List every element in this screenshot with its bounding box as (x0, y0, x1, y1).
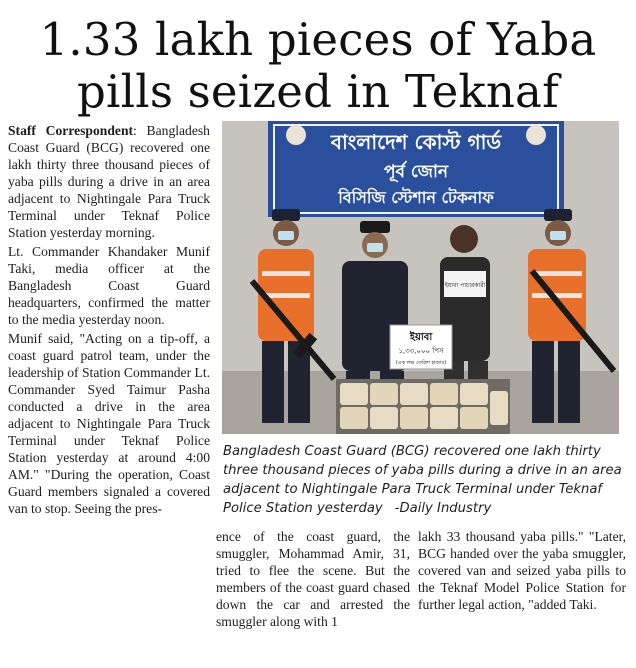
byline-separator: : (133, 123, 137, 138)
photo-scene (222, 121, 619, 434)
placard-quantity: ১,৩৩,০০০ পিস (398, 347, 444, 355)
article-column-1 (8, 122, 210, 519)
article-column-3 (418, 528, 626, 615)
coast-guard-emblem-left (286, 125, 306, 145)
headline (0, 14, 636, 118)
article-paragraph-3: Munif said, "Acting on a tip-off, a coast guard patrol team, under the leadership of Station Commander Lt. Commander Syed Taimur Pasha conducted a drive in the area adjacent to Nightingale Para Truck Terminal under Teknaf Police Station yesterday at around 4:00 AM." "During the operation, Coast Guard members signaled a covered van to stop. Seeing the pres- (8, 331, 210, 516)
yaba-placard (390, 325, 452, 369)
article-paragraph-1 (8, 122, 210, 241)
banner-line-1: বাংলাদেশ কোস্ট গার্ড (330, 130, 502, 154)
news-photo (222, 121, 619, 434)
placard-title: ইয়াবা (409, 332, 433, 343)
article-column-2 (216, 528, 410, 632)
banner-line-3: বিসিজি স্টেশান টেকনাফ (338, 188, 494, 207)
caption-text: Bangladesh Coast Guard (BCG) recovered one lakh thirty three thousand pieces of yaba pills during a drive in an area adjacent to Nightingale Para Truck Terminal under Teknaf Police Station yesterday (223, 444, 622, 516)
byline: Staff Correspondent (8, 123, 134, 138)
article-column-2-text: ence of the coast guard, the smuggler, Mohammad Amir, 31, tried to flee the scene. But the members of the coast guard chased down the car and arrested the smuggler along with 1 (216, 529, 410, 629)
seized-yaba-packets (336, 379, 510, 434)
article-column-3-text: lakh 33 thousand yaba pills." "Later, BCG handed over the yaba smuggler, covered van and seized yaba pills to the Teknaf Model Police Station for further legal action, "added Taki. (418, 529, 626, 612)
headline-line-1: 1.33 lakh pieces of Yaba (39, 13, 597, 66)
coast-guard-emblem-right (526, 125, 546, 145)
photo-credit: -Daily Industry (394, 501, 492, 516)
headline-line-2: pills seized in Teknaf (77, 65, 559, 118)
paragraph-1-text: Bangladesh Coast Guard (BCG) recovered one lakh thirty three thousand pieces of yaba pills during a drive in an area adjacent to Nightingale Para Truck Terminal under Teknaf Police Station yesterday morning. (8, 123, 210, 240)
photo-caption (223, 442, 623, 518)
placard-note: (এক লক্ষ তেত্রিশ হাজার) (395, 360, 447, 366)
chest-sign: ইয়াবা পাচারকারী (444, 282, 486, 289)
article-paragraph-2: Lt. Commander Khandaker Munif Taki, media officer at the Bangladesh Coast Guard headquarters, confirmed the matter to the media yesterday noon. (8, 244, 210, 327)
banner-line-2: পূর্ব জোন (383, 162, 449, 182)
